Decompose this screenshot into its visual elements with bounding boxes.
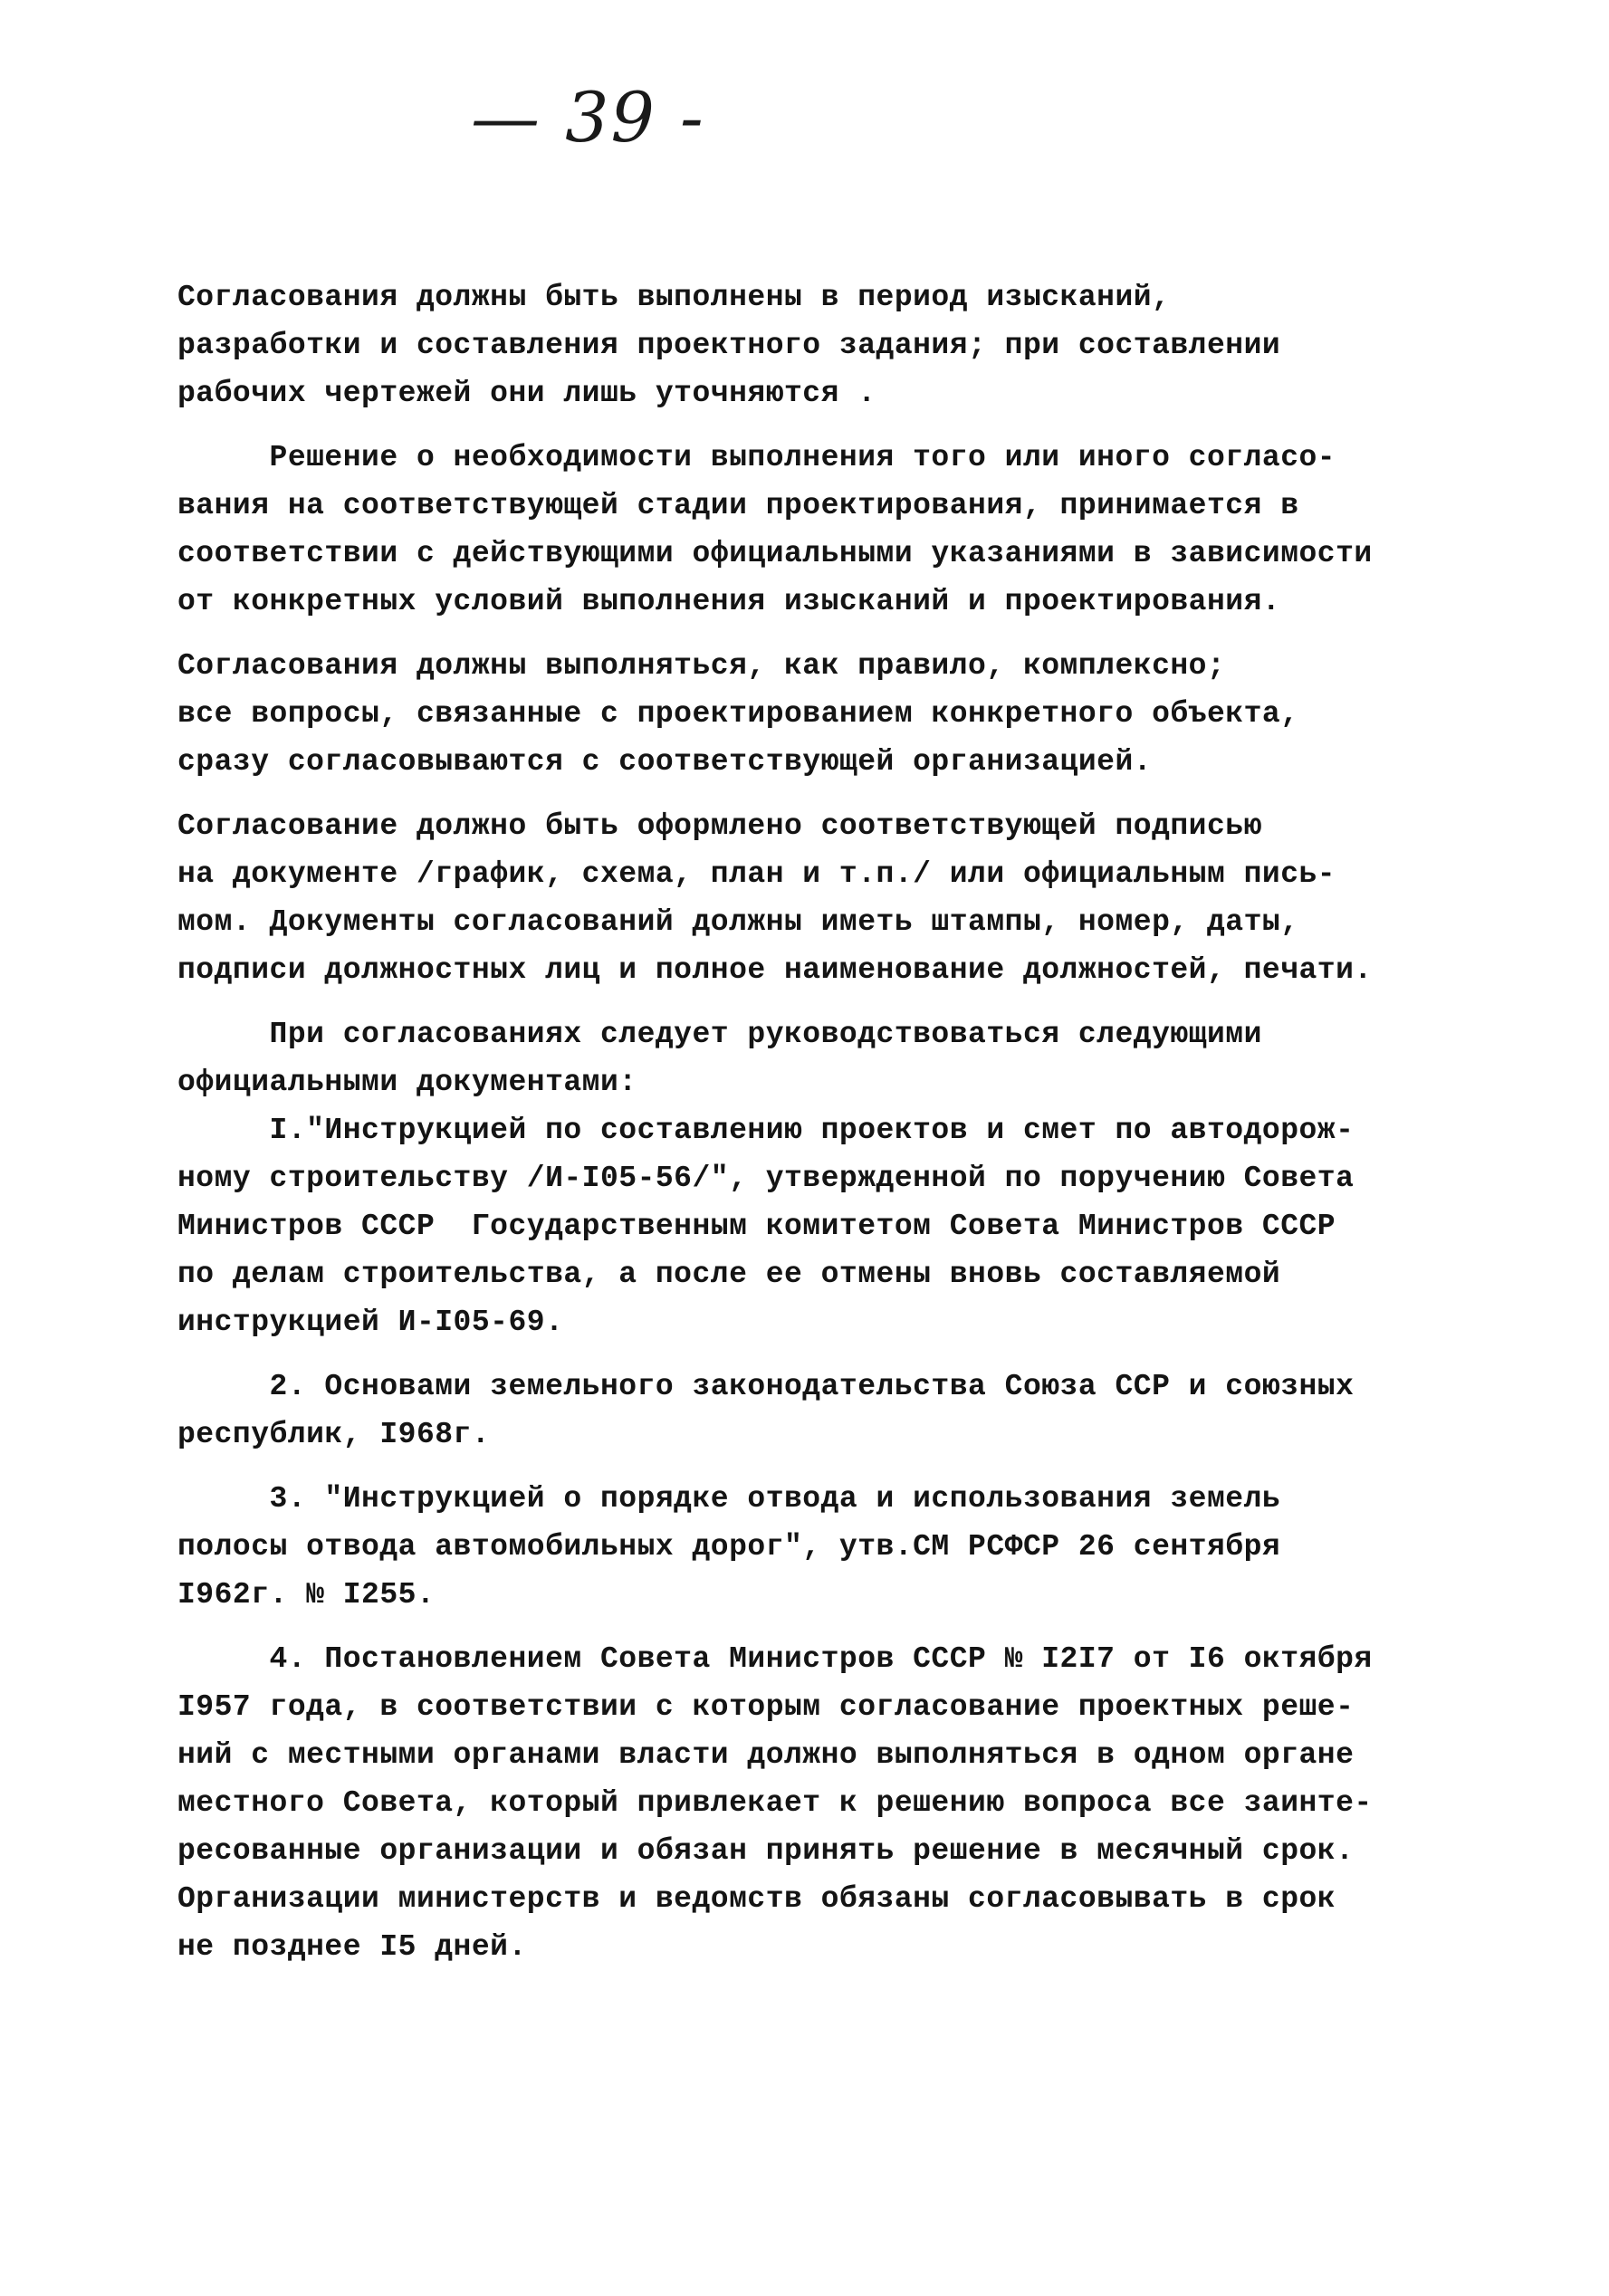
- text-line: по делам строительства, а после ее отмены вновь составляемой: [177, 1258, 1281, 1291]
- text-line: официальными документами:: [177, 1066, 637, 1099]
- document-body: [177, 273, 1373, 1971]
- text-line: от конкретных условий выполнения изысканий и проектирования.: [177, 585, 1281, 618]
- text-line: При согласованиях следует руководствоваться следующими: [177, 1018, 1262, 1051]
- text-line: соответствии с действующими официальными указаниями в зависимости: [177, 537, 1373, 570]
- text-line: разработки и составления проектного задания; при составлении: [177, 329, 1281, 362]
- text-line: все вопросы, связанные с проектированием конкретного объекта,: [177, 697, 1299, 731]
- text-line: сразу согласовываются с соответствующей организацией.: [177, 745, 1153, 779]
- page-number: — 39 -: [471, 77, 705, 158]
- text-line: республик, I968г.: [177, 1418, 491, 1451]
- text-line: рабочих чертежей они лишь уточняются .: [177, 377, 876, 410]
- text-line: 3. "Инструкцией о порядке отвода и использования земель: [177, 1482, 1281, 1516]
- text-line: на документе /график, схема, план и т.п./ или официальным пись-: [177, 857, 1336, 891]
- list-item: [177, 1475, 1293, 1619]
- text-line: инструкцией И-I05-69.: [177, 1306, 564, 1339]
- text-line: полосы отвода автомобильных дорог", утв.СМ РСФСР 26 сентября: [177, 1530, 1281, 1564]
- text-line: не позднее I5 дней.: [177, 1930, 527, 1964]
- text-line: подписи должностных лиц и полное наименование должностей, печати.: [177, 953, 1373, 987]
- text-line: 2. Основами земельного законодательства Союза ССР и союзных: [177, 1370, 1355, 1403]
- text-line: ресованные организации и обязан принять решение в месячный срок.: [177, 1834, 1355, 1868]
- text-line: ний с местными органами власти должно выполняться в одном органе: [177, 1738, 1355, 1772]
- paragraph: [177, 1010, 1293, 1106]
- text-line: Согласования должны выполняться, как правило, комплексно;: [177, 649, 1226, 683]
- paragraph: [177, 802, 1373, 994]
- text-line: вания на соответствующей стадии проектирования, принимается в: [177, 489, 1299, 522]
- paragraph: [177, 642, 1299, 786]
- text-line: мом. Документы согласований должны иметь штампы, номер, даты,: [177, 905, 1299, 939]
- text-line: I957 года, в соответствии с которым согласование проектных реше-: [177, 1690, 1355, 1724]
- list-item: [177, 1635, 1373, 1971]
- text-line: Согласования должны быть выполнены в период изысканий,: [177, 281, 1171, 314]
- text-line: I962г. № I255.: [177, 1578, 436, 1612]
- text-line: Организации министерств и ведомств обязаны согласовывать в срок: [177, 1882, 1336, 1916]
- paragraph: [177, 434, 1373, 626]
- list-item: [177, 1106, 1355, 1346]
- list-item: [177, 1363, 1355, 1459]
- text-line: местного Совета, который привлекает к решению вопроса все заинте-: [177, 1786, 1373, 1820]
- text-line: I."Инструкцией по составлению проектов и смет по автодорож-: [177, 1114, 1355, 1147]
- paragraph: [177, 273, 1293, 417]
- text-line: Решение о необходимости выполнения того или иного согласо-: [177, 441, 1336, 474]
- text-line: ному строительству /И-I05-56/", утвержденной по поручению Совета: [177, 1162, 1355, 1195]
- text-line: 4. Постановлением Совета Министров СССР № I2I7 от I6 октября: [177, 1642, 1373, 1676]
- text-line: Министров СССР Государственным комитетом Совета Министров СССР: [177, 1210, 1336, 1243]
- text-line: Согласование должно быть оформлено соответствующей подписью: [177, 809, 1262, 843]
